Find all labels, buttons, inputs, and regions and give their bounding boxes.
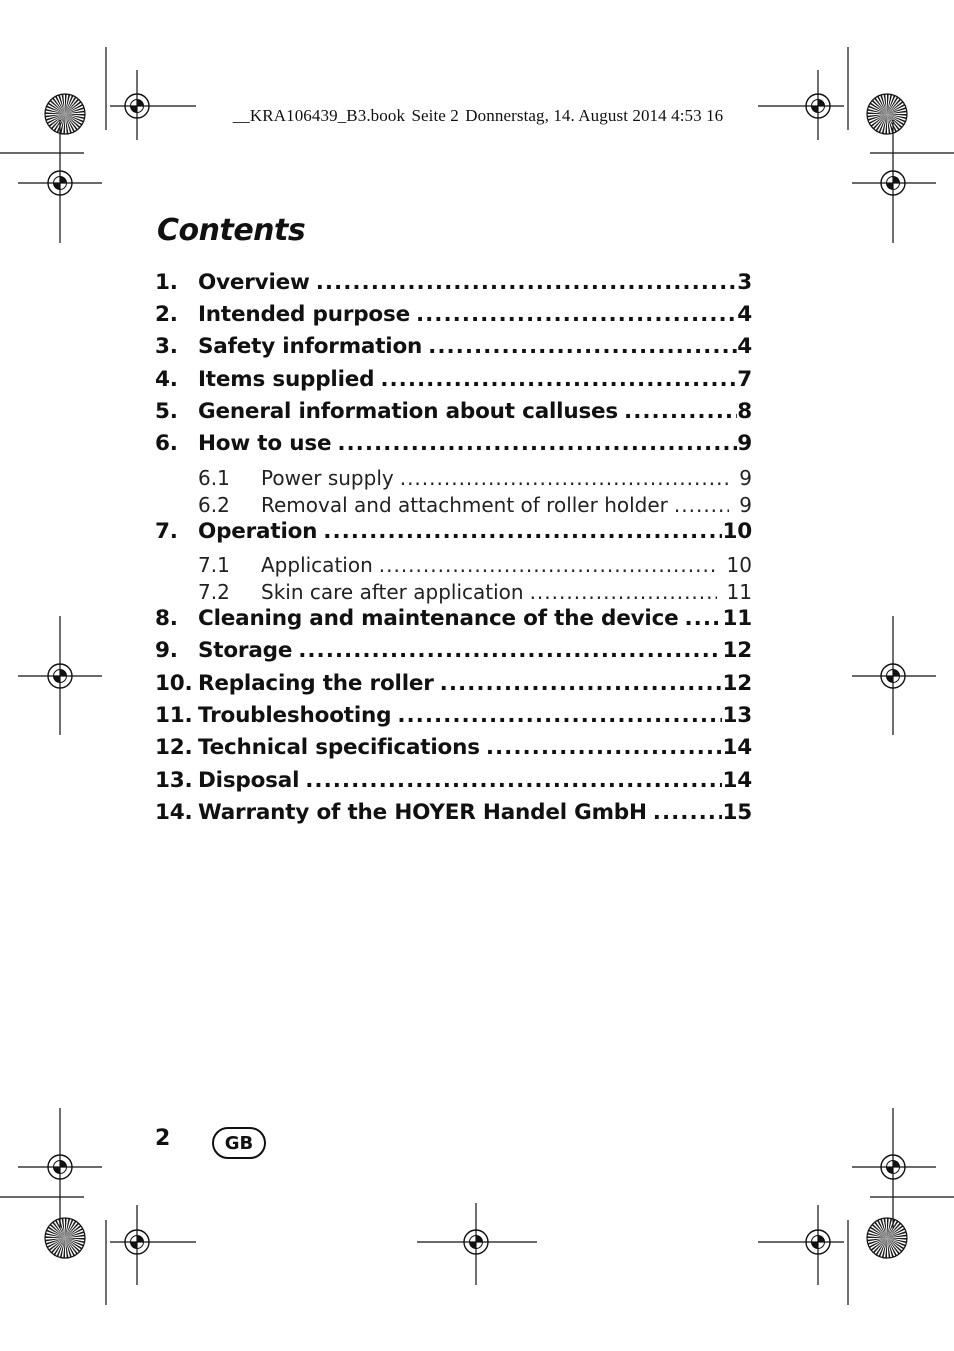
toc-page-number: 3 bbox=[737, 270, 752, 295]
toc-leader-dots bbox=[624, 399, 737, 424]
toc-leader-dots bbox=[380, 367, 737, 392]
toc-page-number: 10 bbox=[726, 553, 752, 577]
header-file: __KRA106439_B3.book bbox=[232, 106, 406, 125]
toc-entry bbox=[155, 671, 752, 696]
toc-label: How to use bbox=[198, 431, 332, 456]
toc-number: 4. bbox=[155, 367, 178, 392]
toc-label: Overview bbox=[198, 270, 310, 295]
toc-label: General information about calluses bbox=[198, 399, 619, 424]
toc-page-number: 10 bbox=[722, 519, 752, 544]
toc-entry bbox=[155, 334, 752, 359]
toc-page-number: 11 bbox=[726, 580, 752, 604]
toc-subentry bbox=[155, 580, 752, 604]
toc-page-number: 13 bbox=[722, 703, 752, 728]
toc-page-number: 9 bbox=[737, 431, 752, 456]
toc-entry bbox=[155, 606, 752, 631]
toc-label: Replacing the roller bbox=[198, 671, 434, 696]
toc-number: 5. bbox=[155, 399, 178, 424]
toc-page-number: 8 bbox=[737, 399, 752, 424]
toc-leader-dots bbox=[428, 334, 737, 359]
color-target-icon bbox=[45, 1218, 85, 1258]
toc-leader-dots bbox=[305, 768, 722, 793]
toc-leader-dots bbox=[400, 466, 730, 490]
toc-leader-dots bbox=[530, 580, 717, 604]
toc-leader-dots bbox=[323, 519, 722, 544]
toc-label: Warranty of the HOYER Handel GmbH bbox=[198, 800, 647, 825]
print-header bbox=[0, 106, 954, 126]
page-title: Contents bbox=[157, 213, 306, 248]
toc-label: Removal and attachment of roller holder bbox=[261, 493, 668, 517]
toc-subentry bbox=[155, 553, 752, 577]
toc-number: 6. bbox=[155, 431, 178, 456]
toc-label: Power supply bbox=[261, 466, 394, 490]
toc-entry bbox=[155, 735, 752, 760]
toc-page-number: 11 bbox=[722, 606, 752, 631]
toc-subentry bbox=[155, 466, 752, 490]
toc-page-number: 14 bbox=[722, 735, 752, 760]
header-page: Seite 2 bbox=[411, 106, 459, 125]
toc-entry bbox=[155, 270, 752, 295]
toc-page-number: 9 bbox=[739, 466, 752, 490]
toc-page-number: 14 bbox=[722, 768, 752, 793]
toc-number: 13. bbox=[155, 768, 193, 793]
toc-leader-dots bbox=[379, 553, 717, 577]
toc-label: Troubleshooting bbox=[198, 703, 392, 728]
toc-label: Technical specifications bbox=[198, 735, 480, 760]
toc-leader-dots bbox=[397, 703, 722, 728]
toc-leader-dots bbox=[316, 270, 738, 295]
toc-label: Operation bbox=[198, 519, 318, 544]
toc-label: Disposal bbox=[198, 768, 300, 793]
toc-leader-dots bbox=[416, 302, 737, 327]
toc-label: Storage bbox=[198, 638, 293, 663]
toc-label: Intended purpose bbox=[198, 302, 410, 327]
toc-leader-dots bbox=[337, 431, 737, 456]
toc-number: 7.2 bbox=[198, 580, 230, 604]
language-badge: GB bbox=[212, 1127, 266, 1159]
toc-number: 8. bbox=[155, 606, 178, 631]
toc-page-number: 12 bbox=[722, 671, 752, 696]
toc-subentry bbox=[155, 493, 752, 517]
header-datetime: Donnerstag, 14. August 2014 4:53 16 bbox=[465, 106, 724, 125]
toc-number: 14. bbox=[155, 800, 193, 825]
toc-entry bbox=[155, 367, 752, 392]
toc-number: 11. bbox=[155, 703, 193, 728]
toc-label: Cleaning and maintenance of the device bbox=[198, 606, 679, 631]
toc-number: 9. bbox=[155, 638, 178, 663]
toc-page-number: 7 bbox=[737, 367, 752, 392]
toc-label: Skin care after application bbox=[261, 580, 524, 604]
toc-entry bbox=[155, 703, 752, 728]
toc-leader-dots bbox=[298, 638, 722, 663]
toc-number: 2. bbox=[155, 302, 178, 327]
toc-leader-dots bbox=[685, 606, 723, 631]
toc-leader-dots bbox=[486, 735, 723, 760]
toc-page-number: 4 bbox=[737, 334, 752, 359]
toc-label: Items supplied bbox=[198, 367, 375, 392]
toc-number: 6.2 bbox=[198, 493, 230, 517]
toc-entry bbox=[155, 431, 752, 456]
toc-page-number: 4 bbox=[737, 302, 752, 327]
toc-entry bbox=[155, 800, 752, 825]
toc-leader-dots bbox=[674, 493, 729, 517]
toc-number: 10. bbox=[155, 671, 193, 696]
toc-entry bbox=[155, 638, 752, 663]
toc-number: 12. bbox=[155, 735, 193, 760]
toc-entry bbox=[155, 399, 752, 424]
toc-leader-dots bbox=[653, 800, 723, 825]
toc-number: 7.1 bbox=[198, 553, 230, 577]
toc-number: 7. bbox=[155, 519, 178, 544]
toc-page-number: 15 bbox=[722, 800, 752, 825]
color-target-icon bbox=[867, 1218, 907, 1258]
toc-leader-dots bbox=[440, 671, 723, 696]
toc-label: Application bbox=[261, 553, 373, 577]
toc-number: 3. bbox=[155, 334, 178, 359]
toc-page-number: 12 bbox=[722, 638, 752, 663]
toc-entry bbox=[155, 302, 752, 327]
toc-label: Safety information bbox=[198, 334, 423, 359]
page-number: 2 bbox=[155, 1126, 171, 1151]
toc-entry bbox=[155, 519, 752, 544]
toc-entry bbox=[155, 768, 752, 793]
toc-number: 1. bbox=[155, 270, 178, 295]
toc-number: 6.1 bbox=[198, 466, 230, 490]
toc-page-number: 9 bbox=[739, 493, 752, 517]
